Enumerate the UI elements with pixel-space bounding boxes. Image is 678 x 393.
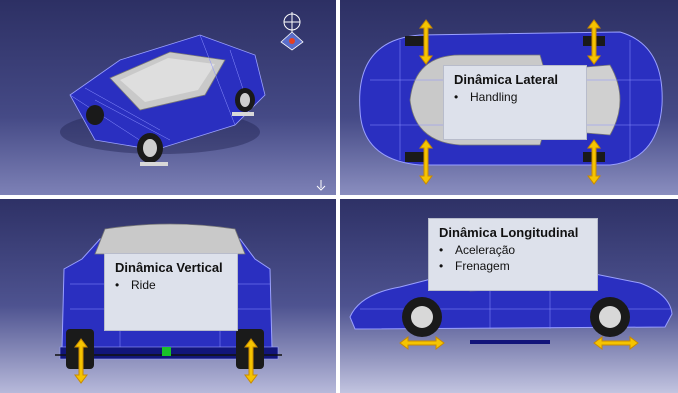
isometric-car-drawing xyxy=(0,0,336,195)
bullet-text: Frenagem xyxy=(455,259,510,273)
callout-bullet-item xyxy=(439,242,597,258)
bullet-text: Aceleração xyxy=(455,243,516,257)
bullet-glyph: • xyxy=(115,278,120,292)
bullet-glyph: • xyxy=(454,90,459,104)
bullet-glyph: • xyxy=(439,259,444,273)
callout-bullet-item xyxy=(454,89,586,105)
axis-icon xyxy=(317,180,325,190)
lateral-dynamics-callout xyxy=(443,65,587,140)
horizontal-double-arrow-icon xyxy=(594,337,638,349)
longitudinal-dynamics-callout xyxy=(428,218,598,291)
bullet-glyph: • xyxy=(439,243,444,257)
vertical-dynamics-callout xyxy=(104,253,238,331)
bullet-text: Ride xyxy=(131,278,156,292)
callout-bullet-item xyxy=(439,258,597,274)
callout-title: Dinâmica Longitudinal xyxy=(439,225,579,240)
isometric-view-pane[interactable] xyxy=(0,0,336,195)
compass-icon[interactable] xyxy=(281,12,303,50)
callout-bullet-item xyxy=(115,277,237,293)
bullet-text: Handling xyxy=(470,90,518,104)
callout-title: Dinâmica Lateral xyxy=(454,72,559,87)
callout-title: Dinâmica Vertical xyxy=(115,260,223,275)
horizontal-double-arrow-icon xyxy=(400,337,444,349)
